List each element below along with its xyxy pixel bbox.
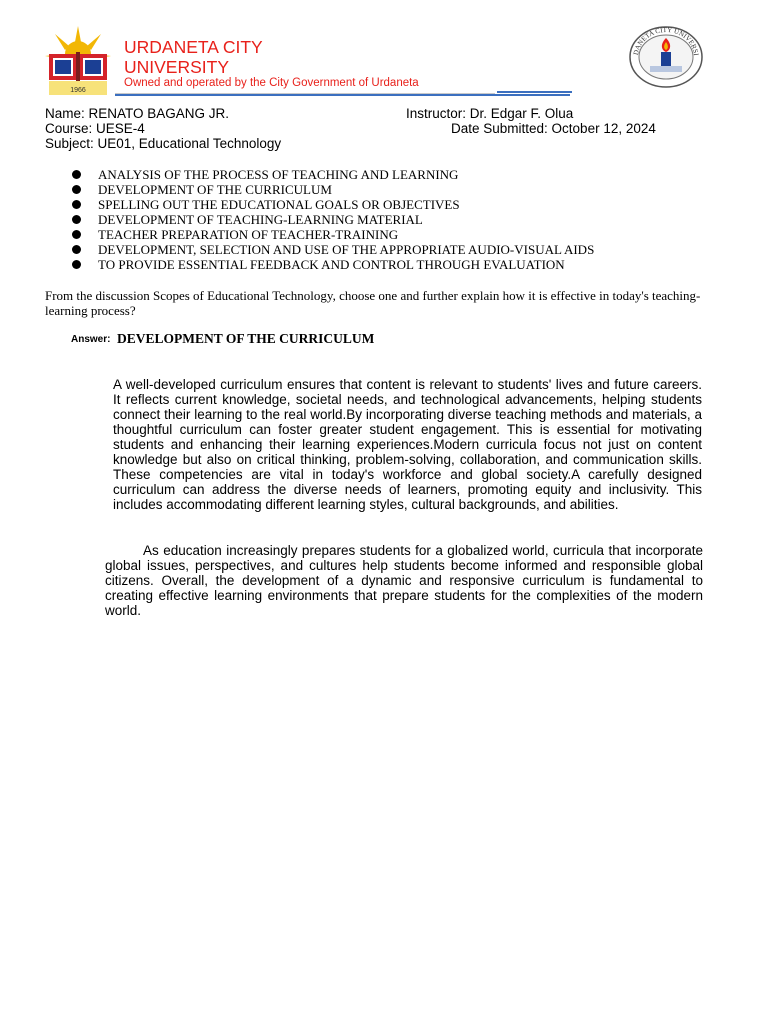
bullet-icon [72, 185, 81, 194]
student-name: Name: RENATO BAGANG JR. [45, 106, 230, 121]
list-item: SPELLING OUT THE EDUCATIONAL GOALS OR OBJECTIVES [71, 197, 721, 212]
logo-year: 1966 [70, 87, 86, 94]
list-item: DEVELOPMENT OF THE CURRICULUM [71, 182, 721, 197]
scopes-list [71, 167, 721, 272]
list-item: DEVELOPMENT, SELECTION AND USE OF THE APPROPRIATE AUDIO-VISUAL AIDS [71, 242, 721, 257]
date-submitted: Date Submitted: October 12, 2024 [451, 121, 656, 136]
list-item: TEACHER PREPARATION OF TEACHER-TRAINING [71, 227, 721, 242]
bullet-icon [72, 215, 81, 224]
bullet-icon [72, 200, 81, 209]
header-rule-blue [115, 94, 570, 96]
university-tagline: Owned and operated by the City Government of Urdaneta [124, 77, 419, 89]
answer-paragraph-2: As education increasingly prepares students for a globalized world, curricula that incorporate global issues, perspectives, and cultures help students become informed and responsible global citizens. Overall, the development of a dynamic and responsive curriculum is fundamental to creating effective learning environments that prepare students for the complexities of the modern world. [105, 543, 703, 618]
question-text: From the discussion Scopes of Educational Technology, choose one and further explain how it is effective in today's teaching-learning process? [45, 288, 701, 318]
university-seal [628, 26, 704, 88]
bullet-icon [72, 230, 81, 239]
subject: Subject: UE01, Educational Technology [45, 136, 282, 151]
answer-paragraph-1: A well-developed curriculum ensures that content is relevant to students' lives and future careers. It reflects current knowledge, societal needs, and technological advancements, helping students connect their learning to the real world.By incorporating diverse teaching methods and materials, a thoughtful curriculum can foster greater student engagement. This is essential for motivating students and enhancing their learning experiences.Modern curricula focus not just on content knowledge but also on critical thinking, problem-solving, collaboration, and communication skills. These competencies are vital in today's workforce and global society.A carefully designed curriculum can address the diverse needs of learners, promoting equity and inclusivity. This includes accommodating different learning styles, cultural backgrounds, and abilities. [113, 377, 702, 512]
answer-label: Answer: [71, 334, 111, 345]
course: Course: UESE-4 [45, 121, 145, 136]
list-item: DEVELOPMENT OF TEACHING-LEARNING MATERIAL [71, 212, 721, 227]
bullet-icon [72, 245, 81, 254]
instructor-name: Instructor: Dr. Edgar F. Olua [406, 106, 574, 121]
bullet-icon [72, 170, 81, 179]
header-rule-accent [497, 91, 572, 93]
university-logo [43, 24, 113, 96]
bullet-icon [72, 260, 81, 269]
list-item: ANALYSIS OF THE PROCESS OF TEACHING AND LEARNING [71, 167, 721, 182]
university-name: URDANETA CITY UNIVERSITY [124, 37, 263, 77]
answer-title: DEVELOPMENT OF THE CURRICULUM [117, 331, 375, 346]
list-item: TO PROVIDE ESSENTIAL FEEDBACK AND CONTROL THROUGH EVALUATION [71, 257, 721, 272]
seal-text: DANETA CITY UNIVERSI [632, 26, 700, 57]
